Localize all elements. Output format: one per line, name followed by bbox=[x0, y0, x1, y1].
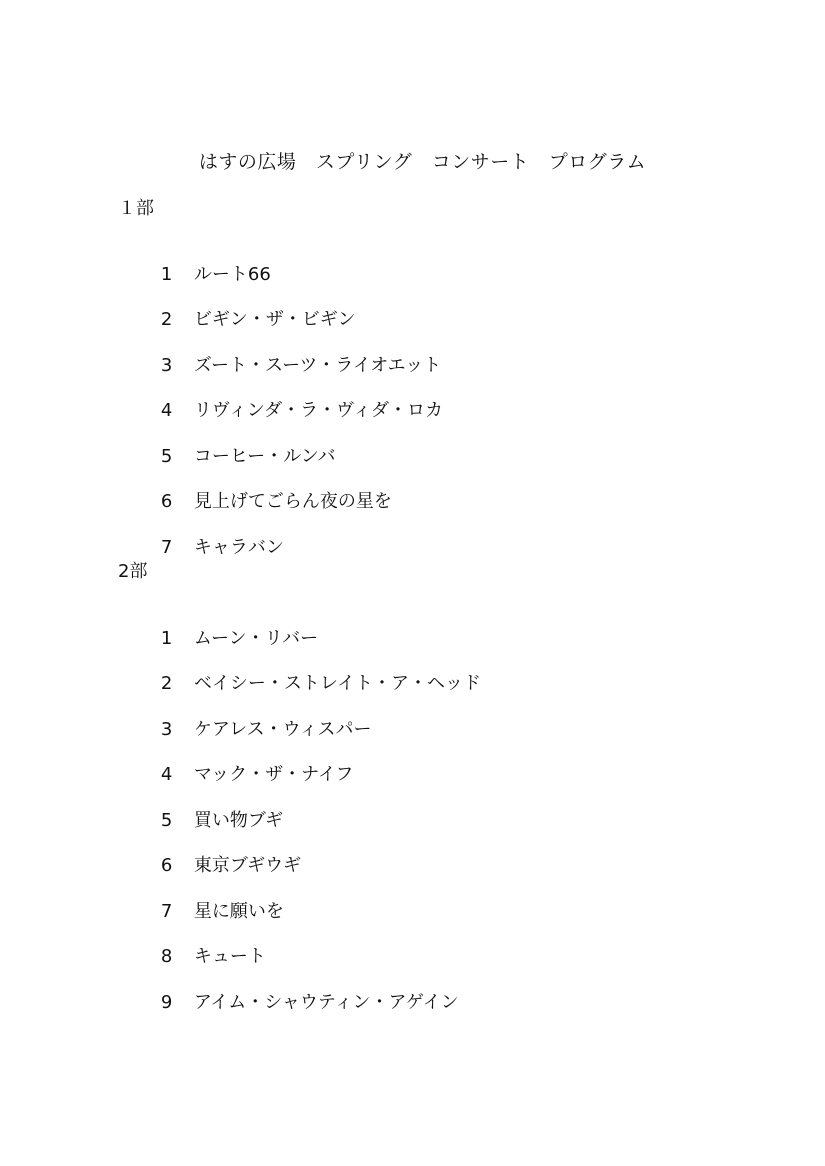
item-number: 8 bbox=[160, 946, 173, 967]
program-item bbox=[138, 375, 444, 421]
item-title: キュート bbox=[193, 946, 266, 967]
item-title: ルート66 bbox=[193, 264, 271, 285]
item-title: リヴィンダ・ラ・ヴィダ・ロカ bbox=[193, 400, 444, 421]
item-number: 7 bbox=[160, 901, 173, 922]
item-number: 1 bbox=[160, 628, 173, 649]
item-number: 5 bbox=[160, 810, 173, 831]
item-number: 1 bbox=[160, 264, 173, 285]
item-title: 東京ブギウギ bbox=[193, 855, 302, 876]
program-item bbox=[138, 512, 284, 558]
program-item bbox=[138, 421, 336, 467]
program-item bbox=[138, 239, 271, 285]
program-item bbox=[138, 694, 372, 740]
item-number: 3 bbox=[160, 719, 173, 740]
item-number: 9 bbox=[160, 992, 173, 1013]
program-item bbox=[138, 876, 284, 922]
item-number: 3 bbox=[160, 355, 173, 376]
item-number: 4 bbox=[160, 400, 173, 421]
item-title: コーヒー・ルンバ bbox=[193, 446, 336, 467]
item-title: マック・ザ・ナイフ bbox=[193, 764, 354, 785]
program-item bbox=[138, 967, 459, 1013]
item-title: ケアレス・ウィスパー bbox=[193, 719, 372, 740]
item-title: アイム・シャウティン・アゲイン bbox=[193, 992, 459, 1013]
item-title: ムーン・リバー bbox=[193, 628, 319, 649]
program-item bbox=[138, 785, 284, 831]
item-title: ビギン・ザ・ビギン bbox=[193, 309, 356, 330]
item-title: ズート・スーツ・ライオエット bbox=[193, 355, 442, 376]
item-number: 6 bbox=[160, 491, 173, 512]
item-title: 買い物ブギ bbox=[193, 810, 284, 831]
program-item bbox=[138, 284, 356, 330]
item-number: 2 bbox=[160, 673, 173, 694]
item-title: キャラバン bbox=[193, 537, 284, 558]
item-title: ベイシー・ストレイト・ア・ヘッド bbox=[193, 673, 481, 694]
section-heading-part-1: １部 bbox=[118, 198, 154, 219]
section-heading-part-2: 2部 bbox=[118, 561, 148, 582]
item-number: 2 bbox=[160, 309, 173, 330]
item-number: 6 bbox=[160, 855, 173, 876]
program-item bbox=[138, 466, 392, 512]
item-number: 5 bbox=[160, 446, 173, 467]
item-number: 7 bbox=[160, 537, 173, 558]
page-title: はすの広場 スプリング コンサート プログラム bbox=[198, 151, 647, 173]
program-item bbox=[138, 330, 442, 376]
program-item bbox=[138, 830, 302, 876]
program-item bbox=[138, 921, 266, 967]
item-title: 見上げてごらん夜の星を bbox=[193, 491, 392, 512]
item-title: 星に願いを bbox=[193, 901, 284, 922]
program-item bbox=[138, 648, 481, 694]
program-item bbox=[138, 739, 354, 785]
program-item bbox=[138, 603, 319, 649]
item-number: 4 bbox=[160, 764, 173, 785]
